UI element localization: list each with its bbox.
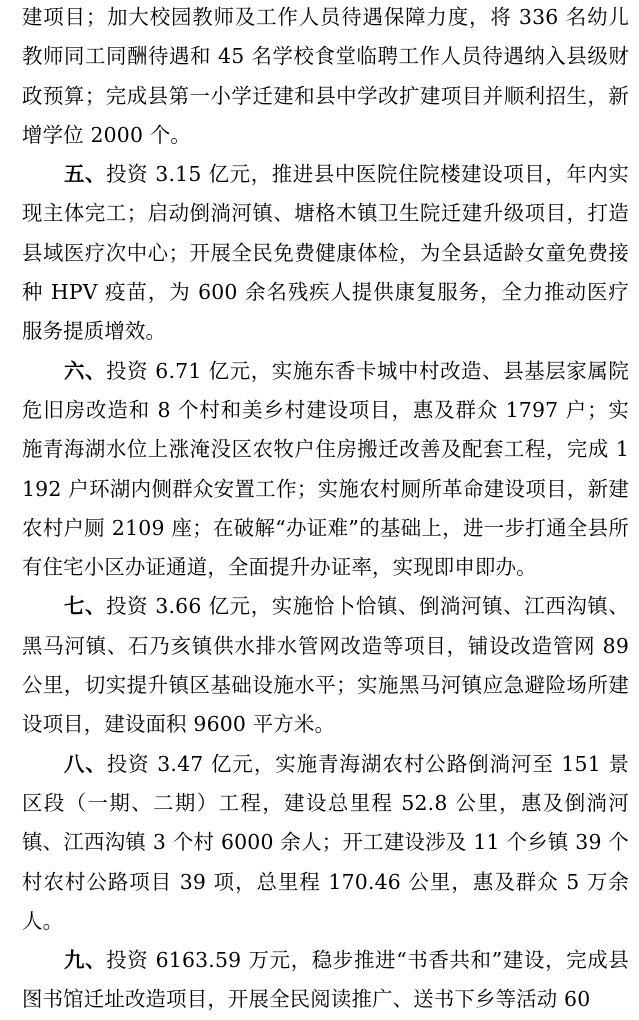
item-number-9: 九、 [64,948,107,973]
item-number-6: 六、 [64,358,107,383]
paragraph-text: 投资 3.15 亿元，推进县中医院住院楼建设项目，年内实现主体完工；启动倒淌河镇、塘格木镇卫生院迁建升级项目，打造县域医疗次中心；开展全民免费健康体检，为全县适龄女童免费接种 HPV 疫苗，为 600 余名残疾人提供康复服务，全力推动医疗服务提质增效。 [22,162,629,344]
paragraph-text: 投资 3.66 亿元，实施恰卜恰镇、倒淌河镇、江西沟镇、黑马河镇、石乃亥镇供水排水管网改造等项目，铺设改造管网 89 公里，切实提升镇区基础设施水平；实施黑马河镇应急避险场所建设项目，建设面积 9600 平方米。 [22,594,629,737]
paragraph-text: 建项目；加大校园教师及工作人员待遇保障力度，将 336 名幼儿教师同工同酬待遇和 45 名学校食堂临聘工作人员待遇纳入县级财政预算；完成县第一小学迁建和县中学改扩建项目并顺利招生，新增学位 2000 个。 [22,5,629,147]
paragraph-education-continued [22,0,629,155]
paragraph-item-5-healthcare [22,155,629,351]
paragraph-text: 投资 6163.59 万元，稳步推进“书香共和”建设，完成县图书馆迁址改造项目，开展全民阅读推广、送书下乡等活动 60 [22,948,629,1012]
paragraph-text: 投资 6.71 亿元，实施东香卡城中村改造、县基层家属院危旧房改造和 8 个村和美乡村建设项目，惠及群众 1797 户；实施青海湖水位上涨淹没区农牧户住房搬迁改善及配套工程，完成 1192 户环湖内侧群众安置工作；实施农村厕所革命建设项目，新建农村户厕 2109 座；在破解“办证难”的基础上，进一步打通全县所有住宅小区办证通道，全面提升办证率，实现即申即办。 [22,358,629,580]
paragraph-item-7-water-supply [22,587,629,744]
paragraph-item-6-housing [22,352,629,588]
item-number-7: 七、 [64,594,107,619]
item-number-8: 八、 [64,751,107,776]
paragraph-item-8-roads [22,745,629,941]
paragraph-item-9-culture [22,941,629,1020]
paragraph-text: 投资 3.47 亿元，实施青海湖农村公路倒淌河至 151 景区段（一期、二期）工程，建设总里程 52.8 公里，惠及倒淌河镇、江西沟镇 3 个村 6000 余人；开工建设涉及 11 个乡镇 39 个村农村公路项目 39 项，总里程 170.46 公里，惠及群众 5 万余人。 [22,751,630,933]
item-number-5: 五、 [64,162,107,187]
